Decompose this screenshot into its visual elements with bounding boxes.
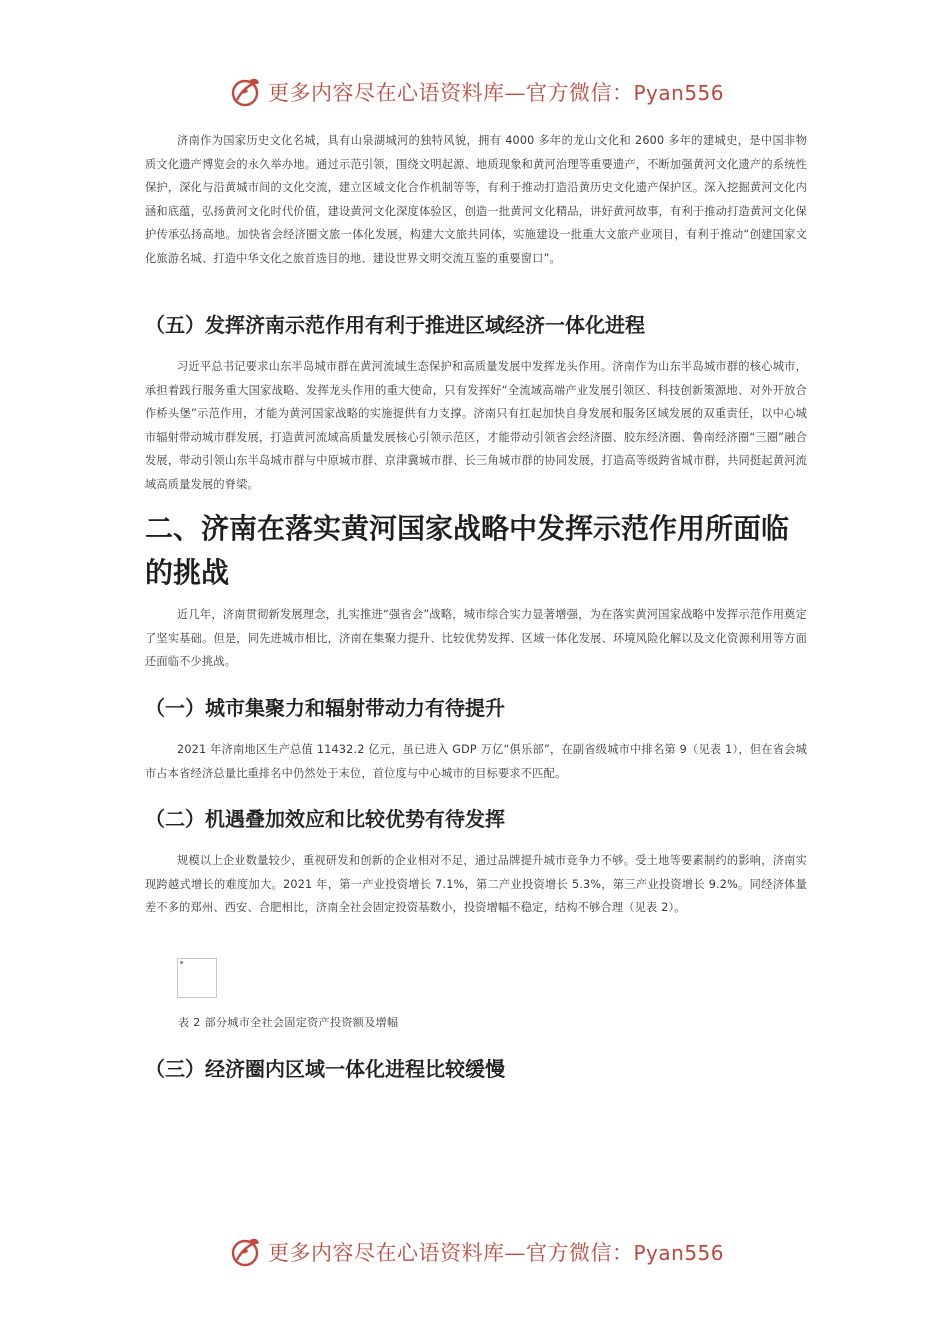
table-2-caption: 表 2 部分城市全社会固定资产投资额及增幅 (178, 1016, 399, 1029)
watermark-text: 更多内容尽在心语资料库—官方微信：Pyan556 (268, 81, 725, 105)
section-heading-5: （五）发挥济南示范作用有利于推进区域经济一体化进程 (145, 313, 645, 337)
header-watermark (228, 74, 728, 110)
watermark-text: 更多内容尽在心语资料库—官方微信：Pyan556 (268, 1241, 725, 1265)
paragraph-gdp: 2021 年济南地区生产总值 11432.2 亿元，虽已进入 GDP 万亿“俱乐部”，在副省级城市中排名第 9（见表 1），但在省会城市占本省经济总量比重排名中仍然处于末位，首位度与中心城市的目标要求不匹配。 (145, 743, 807, 780)
paragraph-cultural-heritage: 济南作为国家历史文化名城，具有山泉湖城河的独特风貌，拥有 4000 多年的龙山文化和 2600 多年的建城史，是中国非物质文化遗产博览会的永久举办地。通过示范引领，围绕文明起源、地质现象和黄河治理等重要遗产，不断加强黄河文化遗产的系统性保护，深化与沿黄城市间的文化交流，建立区域文化合作机制等等，有利于推动打造沿黄历史文化遗产保护区。深入挖掘黄河文化内涵和底蕴，弘扬黄河文化时代价值，建设黄河文化深度体验区，创造一批黄河文化精品，讲好黄河故事，有利于推动打造黄河文化保护传承弘扬高地。加快省会经济圈文旅一体化发展，构建大文旅共同体，实施建设一批重大文旅产业项目，有利于推动“创建国家文化旅游名城、打造中华文化之旅首选目的地、建设世界文明交流互鉴的重要窗口”。 (145, 134, 807, 265)
flower-logo-icon (228, 1234, 264, 1270)
table-2-image-placeholder (177, 958, 217, 998)
section-heading-2: （二）机遇叠加效应和比较优势有待发挥 (145, 807, 505, 831)
flower-logo-icon (228, 74, 264, 110)
paragraph-investment: 规模以上企业数量较少，重视研发和创新的企业相对不足，通过品牌提升城市竞争力不够。受土地等要素制约的影响，济南实现跨越式增长的难度加大。2021 年，第一产业投资增长 7.1%，第二产业投资增长 5.3%，第三产业投资增长 9.2%。同经济体量差不多的郑州、西安、合肥相比，济南全社会固定投资基数小，投资增幅不稳定，结构不够合理（见表 2）。 (145, 854, 807, 915)
footer-watermark (228, 1234, 728, 1270)
chapter-heading-challenges: 二、济南在落实黄河国家战略中发挥示范作用所面临的挑战 (145, 512, 790, 589)
section-heading-3: （三）经济圈内区域一体化进程比较缓慢 (145, 1057, 505, 1081)
paragraph-challenges-intro: 近几年，济南贯彻新发展理念，扎实推进“强省会”战略，城市综合实力显著增强，为在落实黄河国家战略中发挥示范作用奠定了坚实基础。但是，同先进城市相比，济南在集聚力提升、比较优势发挥、区域一体化发展、环境风险化解以及文化资源利用等方面还面临不少挑战。 (145, 608, 807, 669)
broken-image-icon (180, 961, 183, 964)
paragraph-regional-integration: 习近平总书记要求山东半岛城市群在黄河流域生态保护和高质量发展中发挥龙头作用。济南作为山东半岛城市群的核心城市，承担着践行服务重大国家战略、发挥龙头作用的重大使命，只有发挥好“全流域高端产业发展引领区、科技创新策源地、对外开放合作桥头堡”示范作用，才能为黄河国家战略的实施提供有力支撑。济南只有扛起加快自身发展和服务区域发展的双重责任，以中心城市辐射带动城市群发展，打造黄河流域高质量发展核心引领示范区，才能带动引领省会经济圈、胶东经济圈、鲁南经济圈“三圈”融合发展，带动引领山东半岛城市群与中原城市群、京津冀城市群、长三角城市群的协同发展，打造高等级跨省城市群，共同挺起黄河流域高质量发展的脊梁。 (145, 360, 807, 491)
section-heading-1: （一）城市集聚力和辐射带动力有待提升 (145, 696, 505, 720)
